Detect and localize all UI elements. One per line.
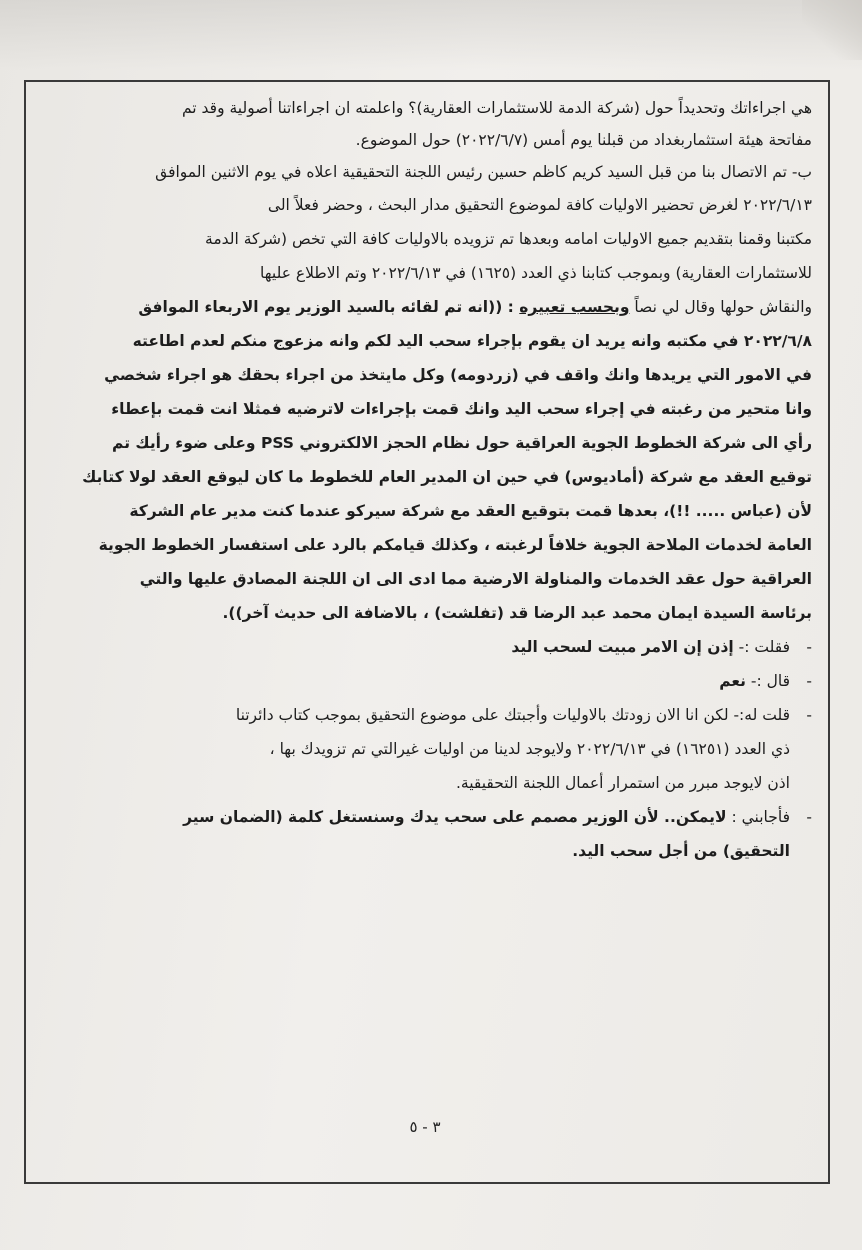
text-line-7 — [40, 290, 812, 324]
text-line-7-post: : ((انه تم لقائه بالسيد الوزير يوم الاربعاء الموافق — [138, 298, 520, 316]
quote-line-8: العراقية حول عقد الخدمات والمناولة الارضية مما ادى الى ان اللجنة المصادق عليها والتي — [139, 570, 812, 588]
quote-line-7: العامة لخدمات الملاحة الجوية خلافاً لرغبته ، وكذلك قيامكم بالرد على استفسار الخطوط الجوية — [98, 536, 812, 554]
quote-line-4: رأي الى شركة الخطوط الجوية العراقية حول نظام الحجز الالكتروني PSS وعلى ضوء رأيك تم — [112, 434, 812, 452]
dialogue-2-pre: قال :- — [745, 672, 790, 690]
text-line-7-underlined: وبحسب تعبيره — [519, 298, 630, 316]
quote-line-9: برئاسة السيدة ايمان محمد عبد الرضا قد (تفلشت) ، بالاضافة الى حديث آخر)). — [222, 604, 812, 622]
dialogue-item-4-line-1 — [40, 800, 812, 834]
dialogue-3-text-1: قلت له:- لكن انا الان زودتك بالاوليات وأجبتك على موضوع التحقيق بموجب كتاب دائرتنا — [235, 706, 790, 724]
text-line-1: هي اجراءاتك وتحديداً حول (شركة الدمة للاستثمارات العقارية)؟ واعلمته ان اجراءاتنا أصولية وقد تم — [181, 99, 812, 117]
top-shadow — [0, 0, 862, 70]
page-number: ٣ - ٥ — [409, 1118, 441, 1136]
dash-4: - — [806, 808, 812, 826]
text-line-4: ٢٠٢٢/٦/١٣ لغرض تحضير الاوليات كافة لموضوع التحقيق مدار البحث ، وحضر فعلاً الى — [267, 196, 812, 214]
quote-line-2: في الامور التي يريدها وانك واقف في (زردومه) وكل مايتخذ من اجراء بحقك هو اجراء شخصي — [104, 366, 812, 384]
dialogue-4-bold-1: لايمكن.. لأن الوزير مصمم على سحب يدك وسنستغل كلمة (الضمان سير — [183, 808, 727, 826]
quote-line-6: لأن (عباس ..... !!)، بعدها قمت بتوقيع العقد مع شركة سيركو عندما كنت مدير عام الشركة — [129, 502, 812, 520]
page-corner — [802, 0, 862, 60]
dialogue-item-1 — [40, 630, 812, 664]
quote-line-5: توقيع العقد مع شركة (أماديوس) في حين ان المدير العام للخطوط ما كان ليوقع العقد لولا كتابك — [82, 468, 812, 486]
dialogue-1-pre: فقلت :- — [733, 638, 790, 656]
dash-2: - — [806, 672, 812, 690]
dialogue-item-3-line-2: ذي العدد (١٦٢٥١) في ٢٠٢٢/٦/١٣ ولايوجد لدينا من اوليات غيرالتي تم تزويدك بها ، — [269, 740, 790, 758]
dash-3: - — [806, 706, 812, 724]
text-line-2: مفاتحة هيئة استثماربغداد من قبلنا يوم أمس (٢٠٢٢/٦/٧) حول الموضوع. — [355, 131, 812, 149]
dialogue-1-bold: إذن إن الامر مبيت لسحب اليد — [511, 638, 734, 656]
dialogue-2-bold: نعم — [719, 672, 746, 690]
dialogue-item-2 — [40, 664, 812, 698]
dialogue-4-pre: فأجابني : — [726, 808, 790, 826]
quote-line-1: ٢٠٢٢/٦/٨ في مكتبه وانه يريد ان يقوم بإجراء سحب اليد لكم وانه مزعوج منكم لعدم اطاعته — [132, 332, 812, 350]
text-line-3: ب- تم الاتصال بنا من قبل السيد كريم كاظم حسين رئيس اللجنة التحقيقية اعلاه في يوم الاثنين الموافق — [155, 163, 812, 181]
text-line-5: مكتبنا وقمنا بتقديم جميع الاوليات امامه وبعدها تم تزويده بالاوليات كافة التي تخص (شركة الدمة — [205, 230, 812, 248]
dialogue-item-3-line-3: اذن لايوجد مبرر من استمرار أعمال اللجنة التحقيقية. — [456, 774, 790, 792]
dialogue-item-3-line-1 — [40, 698, 812, 732]
quote-line-3: وانا متحير من رغبته في إجراء سحب اليد وانك قمت بإجراءات لاترضيه فمثلا انت قمت بإعطاء — [111, 400, 812, 418]
text-line-7-pre: والنقاش حولها وقال لي نصاً — [629, 298, 812, 316]
text-line-6: للاستثمارات العقارية) وبموجب كتابنا ذي العدد (١٦٢٥) في ٢٠٢٢/٦/١٣ وتم الاطلاع عليها — [260, 264, 812, 282]
dash-1: - — [806, 638, 812, 656]
dialogue-item-4-line-2: التحقيق) من أجل سحب اليد. — [572, 842, 790, 860]
document-body — [40, 92, 812, 868]
